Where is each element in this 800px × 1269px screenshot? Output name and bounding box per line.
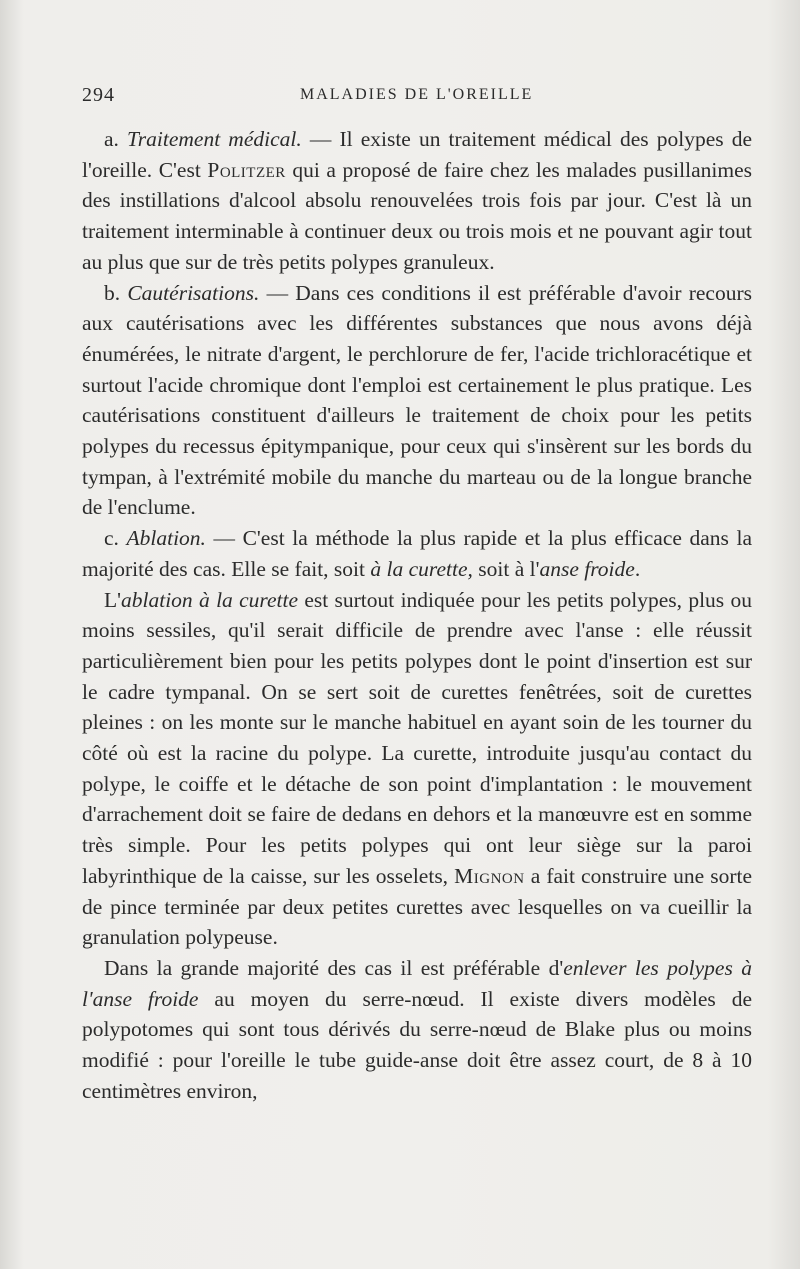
text-run: — Dans ces conditions il est préférable d'avoir recours aux cautérisations avec les différentes substances que nous avons déjà énumérées, le nitrate d'argent, le perchlorure de fer, l'acide trichloracétique et surtout l'acide chromique dont l'emploi est certainement le plus pratique. Les cautérisations constituent d'ailleurs le traitement de choix pour les petits polypes du recessus épitympanique, pour ceux qui s'insèrent sur les bords du tympan, à l'extrémité mobile du manche du marteau ou de la longue branche de l'enclume.	[82, 280, 753, 520]
text-run: Dans la grande majorité des cas il est préférable d'	[104, 955, 564, 980]
section-label: b.	[104, 280, 121, 305]
text-run: qui a proposé de faire chez les malades pusillanimes des instillations d'alcool absolu renouvelées trois fois par jour. C'est là un traitement interminable à continuer deux ou trois mois et ne pouvant agir tout au plus que sur de très petits polypes granuleux.	[82, 157, 752, 274]
paragraph-ablation-curette	[82, 585, 752, 953]
section-title: Traitement médical.	[127, 127, 302, 151]
running-title: MALADIES DE L'OREILLE	[300, 86, 534, 103]
text-run: L'	[104, 587, 122, 612]
text-run: au moyen du serre-nœud. Il existe divers modèles de polypotomes qui sont tous dérivés du serre-nœud de Blake plus ou moins modifié : pour l'oreille le tube guide-anse doit être assez court, de 8 à 10 centimètres environ,	[82, 986, 752, 1103]
text-run: a fait construire une sorte de pince terminée par deux petites curettes avec lesquelles on va cueillir la granulation polypeuse.	[82, 863, 753, 950]
text-run: — Il existe un traitement médical des polypes de l'oreille. C'est	[82, 127, 753, 182]
section-label: c.	[104, 526, 119, 551]
italic-run: anse froide	[539, 556, 635, 581]
italic-run: à la curette,	[370, 556, 473, 581]
section-title: Ablation.	[126, 526, 206, 551]
text-run: — C'est la méthode la plus rapide et la plus efficace dans la majorité des cas. Elle se fait, soit	[82, 526, 753, 581]
page-header	[82, 84, 742, 114]
paragraph-cauterisations	[82, 278, 752, 524]
paragraph-ablation	[82, 523, 752, 584]
author-name: Politzer	[207, 157, 286, 182]
text-run: est surtout indiquée pour les petits polypes, plus ou moins sessiles, qu'il serait difficile de prendre avec l'anse : elle réussit particulièrement bien pour les petits polypes dont le point d'insertion est sur le cadre tympanal. On se sert soit de curettes fenêtrées, soit de curettes pleines : on les monte sur le manche habituel en ayant soin de les tourner du côté où est la racine du polype. La curette, introduite jusqu'au contact du polype, le coiffe et le détache de son point d'implantation : le mouvement d'arrachement doit se faire de dedans en dehors et la manœuvre est en somme très simple. Pour les petits polypes qui ont leur siège sur la paroi labyrinthique de la caisse, sur les osselets,	[82, 587, 752, 888]
italic-run: ablation à la curette	[121, 587, 299, 612]
text-run: .	[634, 556, 641, 581]
body-text	[82, 124, 752, 1107]
paragraph-anse-froide	[82, 953, 752, 1107]
text-run: soit à l'	[472, 556, 540, 581]
paragraph-traitement-medical	[82, 124, 752, 278]
author-name: Mignon	[454, 863, 525, 888]
section-title: Cautérisations.	[127, 280, 260, 305]
page-number: 294	[82, 84, 115, 106]
italic-run: enlever les polypes à l'anse froide	[82, 955, 752, 1011]
section-label: a.	[104, 127, 119, 151]
